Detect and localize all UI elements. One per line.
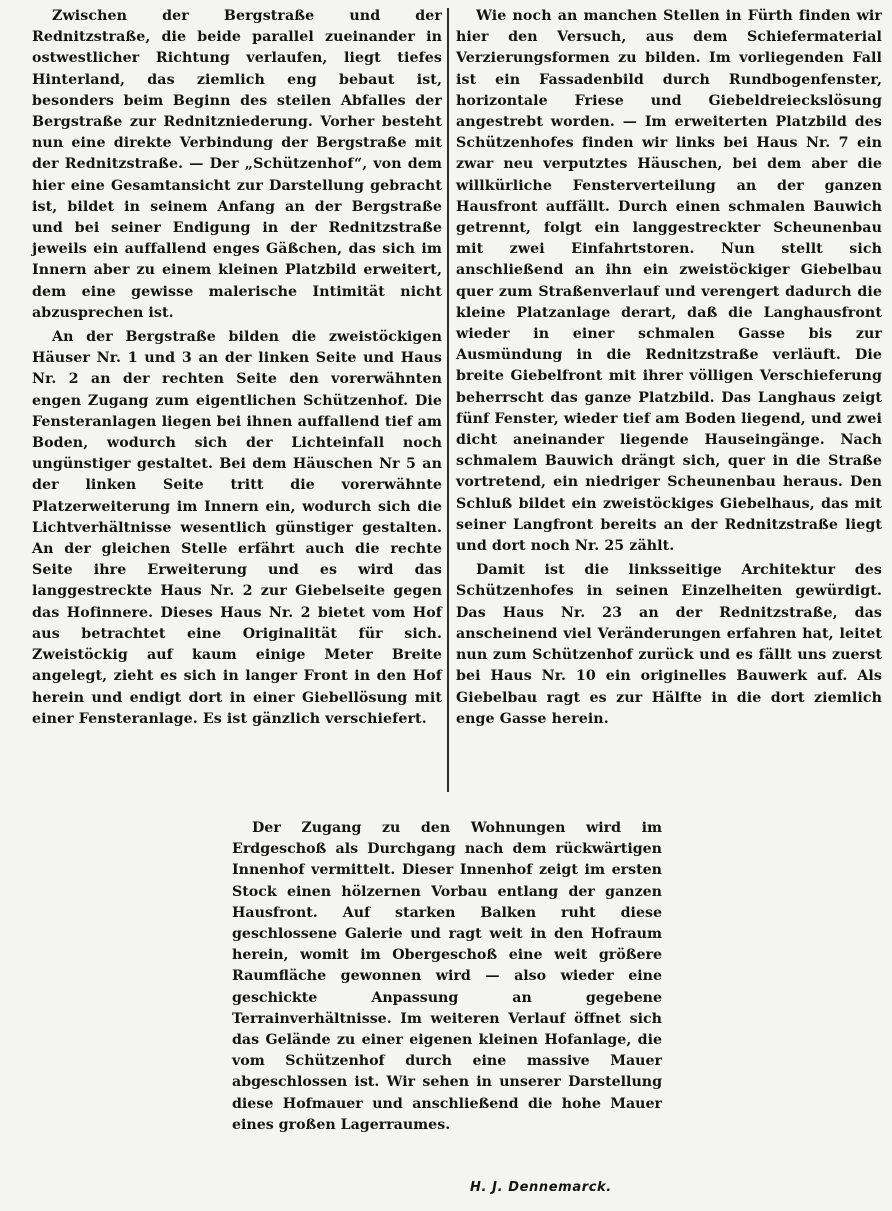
right-paragraph-2: Damit ist die linksseitige Architektur des Schützenhofes in seinen Einzelheiten gewürdigt. Das Haus Nr. 23 an der Rednitzstraße, das anscheinend viel Veränderungen erfahren hat, leitet nun zum Schützenhof zurück und es fällt uns zuerst bei Haus Nr. 10 ein originelles Bauwerk auf. Als Giebelbau ragt es zur Hälfte in die dort ziemlich enge Gasse herein. (456, 562, 882, 727)
left-paragraph-2: An der Bergstraße bilden die zweistöckigen Häuser Nr. 1 und 3 an der linken Seite und Haus Nr. 2 an der rechten Seite den vorerwähnten engen Zugang zum eigentlichen Schützenhof. Die Fensteranlagen liegen bei ihnen auffallend tief am Boden, wodurch sich der Lichteinfall noch ungünstiger gestaltet. Bei dem Häuschen Nr 5 an der linken Seite tritt die vorerwähnte Platzerweiterung im Innern ein, wodurch sich die Lichtverhältnisse wesentlich günstiger gestalten. An der gleichen Stelle erfährt auch die rechte Seite ihre Erweiterung und es wird das langgestreckte Haus Nr. 2 zur Giebelseite gegen das Hofinnere. Dieses Haus Nr. 2 bietet vom Hof aus betrachtet eine Originalität für sich. Zweistöckig auf kaum einige Meter Breite angelegt, zieht es sich in langer Front in den Hof herein und endigt dort in einer Giebellösung mit einer Fensteranlage. Es ist gänzlich verschiefert. (32, 329, 442, 727)
right-paragraph-1: Wie noch an manchen Stellen in Fürth finden wir hier den Versuch, aus dem Schiefermaterial Verzierungsformen zu bilden. Im vorliegenden Fall ist ein Fassadenbild durch Rundbogenfenster, horizontale Friese und Giebeldreieckslösung angestrebt worden. — Im erweiterten Platzbild des Schützenhofes finden wir links bei Haus Nr. 7 ein zwar neu verputztes Häuschen, bei dem aber die willkürliche Fensterverteilung an der ganzen Hausfront auffällt. Durch einen schmalen Bauwich getrennt, folgt ein langgestreckter Scheunenbau mit zwei Einfahrtstoren. Nun stellt sich anschließend an ihn ein zweistöckiger Giebelbau quer zum Straßenverlauf und verengert dadurch die kleine Platzanlage derart, daß die Langhausfront wieder in einer schmalen Gasse bis zur Ausmündung in die Rednitzstraße verläuft. Die breite Giebelfront mit ihrer völligen Verschieferung beherrscht das ganze Platzbild. Das Langhaus zeigt fünf Fenster, wieder tief am Boden liegend, und zwei dicht aneinander liegende Hauseingänge. Nach schmalem Bauwich drängt sich, quer in die Straße vortretend, ein niedriger Scheunenbau heraus. Den Schluß bildet ein zweistöckiges Giebelhaus, das mit seiner Langfront bereits an der Rednitzstraße liegt und dort noch Nr. 25 zählt. (456, 8, 882, 555)
author-signature: H. J. Dennemarck. (470, 1180, 612, 1195)
column-divider (447, 8, 449, 792)
bottom-paragraph: Der Zugang zu den Wohnungen wird im Erdgeschoß als Durchgang nach dem rückwärtigen Innenhof vermittelt. Dieser Innenhof zeigt im ersten Stock einen hölzernen Vorbau entlang der ganzen Hausfront. Auf starken Balken ruht diese geschlossene Galerie und ragt weit in den Hofraum herein, womit im Obergeschoß eine weit größere Raumfläche gewonnen wird — also wieder eine geschickte Anpassung an gegebene Terrainverhältnisse. Im weiteren Verlauf öffnet sich das Gelände zu einer eigenen kleinen Hofanlage, die vom Schützenhof durch eine massive Mauer abgeschlossen ist. Wir sehen in unserer Darstellung diese Hofmauer und anschließend die hohe Mauer eines großen Lagerraumes. (232, 820, 662, 1133)
bottom-block (232, 818, 662, 1136)
left-paragraph-1: Zwischen der Bergstraße und der Rednitzstraße, die beide parallel zueinander in ostwestlicher Richtung verlaufen, liegt tiefes Hinterland, das ziemlich eng bebaut ist, besonders beim Beginn des steilen Abfalles der Bergstraße zur Rednitzniederung. Vorher besteht nun eine direkte Verbindung der Bergstraße mit der Rednitzstraße. — Der „Schützenhof“, von dem hier eine Gesamtansicht zur Darstellung gebracht ist, bildet in seinem Anfang an der Bergstraße und bei seiner Endigung in der Rednitzstraße jeweils ein auffallend enges Gäßchen, das sich im Innern aber zu einem kleinen Platzbild erweitert, dem eine gewisse malerische Intimität nicht abzusprechen ist. (32, 8, 442, 321)
left-column (32, 6, 442, 730)
right-column (456, 6, 882, 730)
